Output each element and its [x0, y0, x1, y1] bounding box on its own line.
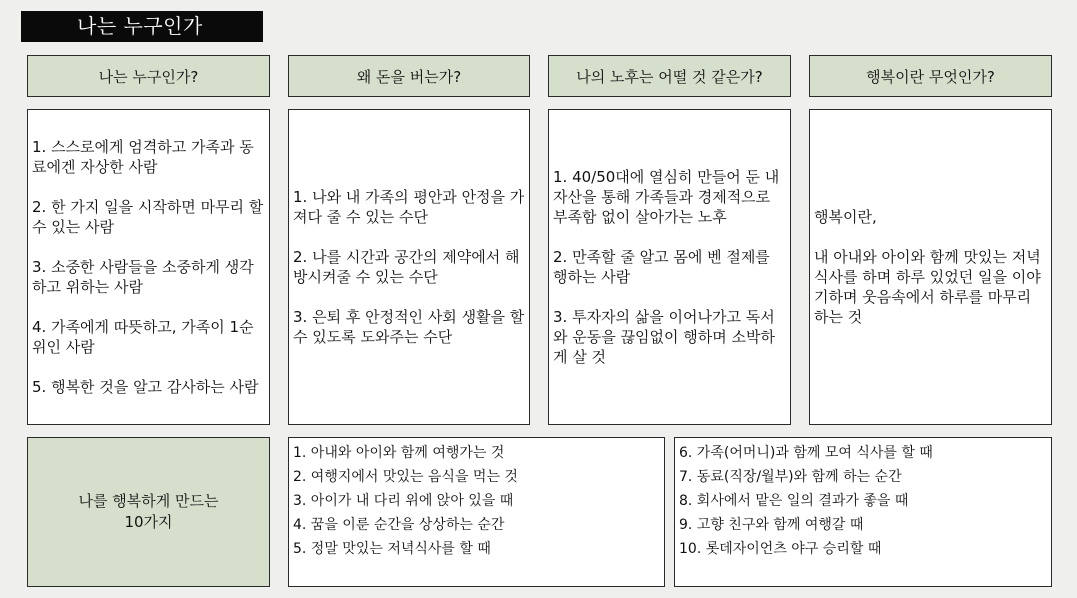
list-item: 9. 고향 친구와 함께 여행갈 때 — [679, 517, 864, 533]
header-retirement: 나의 노후는 어떨 것 같은가? — [548, 55, 791, 97]
retirement-content — [548, 109, 791, 425]
money-reason-item: 2. 나를 시간과 공간의 제약에서 해방시켜줄 수 있는 수단 — [293, 248, 520, 286]
list-item: 1. 아내와 아이와 함께 여행가는 것 — [293, 445, 505, 461]
why-earn-money-content — [288, 109, 530, 425]
retirement-item: 1. 40/50대에 열심히 만들어 둔 내 자산을 통해 가족들과 경제적으로 부족함 없이 살아가는 노후 — [553, 168, 780, 226]
happy-things-label-line2: 10가지 — [124, 513, 173, 531]
money-reason-item: 1. 나와 내 가족의 평안과 안정을 가져다 줄 수 있는 수단 — [293, 188, 525, 226]
happy-things-list-left — [288, 437, 665, 587]
header-who-am-i: 나는 누구인가? — [27, 55, 270, 97]
who-am-i-item: 5. 행복한 것을 알고 감사하는 사람 — [32, 378, 259, 396]
happiness-content — [809, 109, 1052, 425]
list-item: 4. 꿈을 이룬 순간을 상상하는 순간 — [293, 517, 505, 533]
retirement-item: 2. 만족할 줄 알고 몸에 벤 절제를 행하는 사람 — [553, 248, 770, 286]
happy-things-label-line1: 나를 행복하게 만드는 — [78, 492, 219, 510]
who-am-i-item: 1. 스스로에게 엄격하고 가족과 동료에겐 자상한 사람 — [32, 138, 254, 176]
who-am-i-item: 4. 가족에게 따뜻하고, 가족이 1순위인 사람 — [32, 318, 254, 356]
who-am-i-content — [27, 109, 270, 425]
who-am-i-item: 2. 한 가지 일을 시작하면 마무리 할 수 있는 사람 — [32, 198, 264, 236]
list-item: 3. 아이가 내 다리 위에 앉아 있을 때 — [293, 493, 514, 509]
happiness-definition: 내 아내와 아이와 함께 맛있는 저녁 식사를 하며 하루 있었던 일을 이야기하며 웃음속에서 하루를 마무리 하는 것 — [814, 248, 1041, 326]
slide-title: 나는 누구인가 — [21, 11, 263, 42]
happy-things-label — [27, 437, 270, 587]
happiness-intro: 행복이란, — [814, 208, 877, 226]
list-item: 8. 회사에서 맡은 일의 결과가 좋을 때 — [679, 493, 909, 509]
header-what-is-happiness: 행복이란 무엇인가? — [809, 55, 1052, 97]
retirement-item: 3. 투자자의 삶을 이어나가고 독서와 운동을 끊임없이 행하며 소박하게 살 것 — [553, 308, 775, 366]
list-item: 2. 여행지에서 맛있는 음식을 먹는 것 — [293, 469, 518, 485]
who-am-i-item: 3. 소중한 사람들을 소중하게 생각하고 위하는 사람 — [32, 258, 254, 296]
list-item: 6. 가족(어머니)과 함께 모여 식사를 할 때 — [679, 445, 933, 461]
list-item: 5. 정말 맛있는 저녁식사를 할 때 — [293, 541, 491, 557]
happy-things-list-right — [674, 437, 1052, 587]
list-item: 7. 동료(직장/월부)와 함께 하는 순간 — [679, 469, 902, 485]
money-reason-item: 3. 은퇴 후 안정적인 사회 생활을 할 수 있도록 도와주는 수단 — [293, 308, 525, 346]
list-item: 10. 롯데자이언츠 야구 승리할 때 — [679, 541, 882, 557]
header-why-earn-money: 왜 돈을 버는가? — [288, 55, 530, 97]
